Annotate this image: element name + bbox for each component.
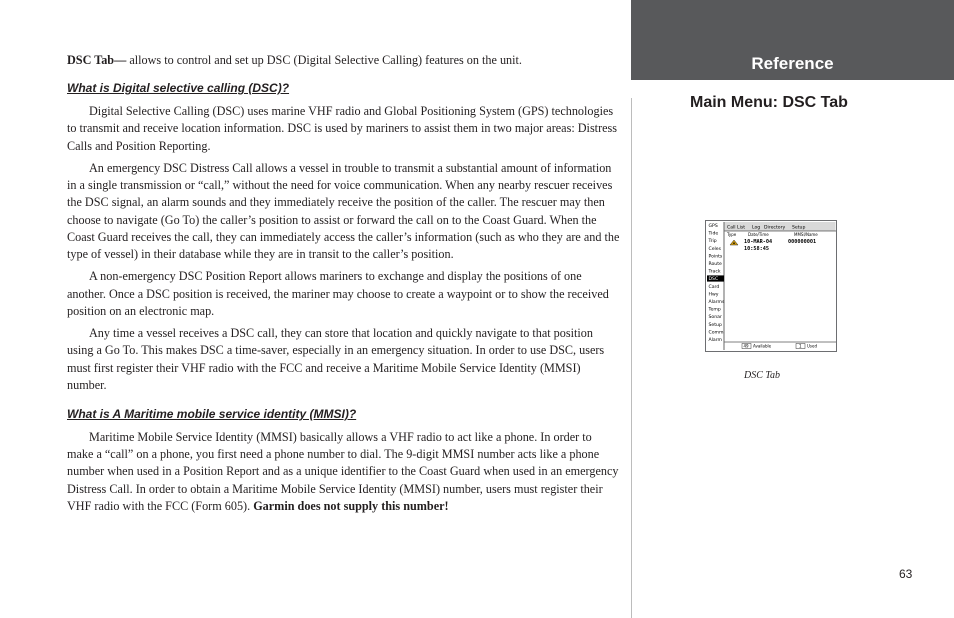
dsc-tab-intro: [67, 52, 620, 69]
main-text-column: [67, 52, 620, 520]
screen-tab[interactable]: Directory: [764, 225, 786, 231]
column-divider: [631, 98, 632, 618]
device-screen: [706, 221, 836, 351]
screen-menu-item[interactable]: Temp: [708, 307, 721, 313]
screen-menu-item[interactable]: Celes: [708, 246, 722, 252]
screen-menu-item[interactable]: Comm: [708, 330, 724, 336]
screen-menu-item[interactable]: Points: [708, 254, 723, 260]
call-entry-row: [730, 239, 816, 252]
paragraph-mmsi: [67, 429, 620, 515]
screen-tab[interactable]: Call List: [727, 225, 746, 231]
screen-tab[interactable]: Setup: [792, 225, 806, 231]
used-label: Used: [807, 343, 818, 349]
available-count: 49: [743, 343, 749, 349]
screen-menu-item[interactable]: Track: [708, 269, 721, 275]
screen-menu-item[interactable]: Card: [708, 284, 720, 290]
dsc-tab-term: DSC Tab—: [67, 53, 127, 67]
section-title: Main Menu: DSC Tab: [690, 94, 848, 111]
heading-dsc: What is Digital selective calling (DSC)?: [67, 81, 290, 96]
screen-column-header: Type: [727, 232, 737, 237]
screen-column-header: MMSI/Name: [794, 232, 818, 237]
screenshot-caption: DSC Tab: [744, 370, 781, 381]
paragraph-go-to: Any time a vessel receives a DSC call, they can store that location and quickly navigate to that position using a Go To. This makes DSC a time-saver, especially in an emergency situation. In order to use DSC, users must first register their VHF radio with the FCC and receive a Maritime Mobile Service Identity (MMSI) number.: [67, 326, 605, 392]
heading-mmsi: What is A Maritime mobile service identity (MMSI)?: [67, 407, 357, 422]
screen-menu-item[interactable]: Trip: [708, 239, 717, 245]
paragraph-dsc-definition: Digital Selective Calling (DSC) uses marine VHF radio and Global Positioning System (GPS) technologies to transmit and receive location information. DSC is used by mariners to assist them in two major areas: Distress Calls and Position Reporting.: [67, 104, 618, 153]
screen-menu-item[interactable]: Alarm: [708, 338, 723, 343]
dsc-tab-screenshot: [705, 220, 837, 352]
screen-tab[interactable]: Log: [752, 225, 761, 231]
screen-menu-item[interactable]: Hwy: [708, 292, 719, 298]
garmin-warning: Garmin does not supply this number!: [253, 498, 449, 513]
screen-menu-item[interactable]: Sonar: [708, 315, 722, 321]
screen-menu-item[interactable]: Setup: [708, 322, 722, 328]
paragraph-position-report: A non-emergency DSC Position Report allows mariners to exchange and display the positions of one another. Once a DSC position is received, the mariner may choose to create a waypoint or to show the received position on an electronic map.: [67, 269, 609, 318]
mmsi-description: Maritime Mobile Service Identity (MMSI) basically allows a VHF radio to act like a phone. In order to make a “call” on a phone, you first need a phone number to dial. The 9-digit MMSI number acts like a phone number when used in a Position Report and as a unique identifier to the Coast Guard when used in an emergency Distress Call. In order to obtain a Maritime Mobile Service Identity (MMSI) number, users must register their VHF radio with the FCC (Form 605).: [67, 430, 619, 513]
dsc-tab-description: allows to control and set up DSC (Digital Selective Calling) features on the unit.: [126, 53, 522, 67]
screen-menu-item[interactable]: Alarms: [708, 300, 725, 305]
screen-menu-item[interactable]: DSC: [708, 277, 719, 283]
reference-label: Reference: [751, 54, 834, 73]
screen-column-header: Date/Time: [748, 232, 769, 237]
entry-date: 10-MAR-04: [744, 239, 773, 245]
screen-menu-item[interactable]: Tide: [708, 231, 719, 237]
screen-menu-item[interactable]: Route: [708, 262, 722, 267]
screen-menu-item[interactable]: GPS: [708, 224, 718, 229]
distress-icon: [730, 240, 738, 245]
page-number: 63: [899, 567, 913, 581]
reference-header-bar: [631, 0, 954, 80]
paragraph-distress-call: An emergency DSC Distress Call allows a vessel in trouble to transmit a substantial amount of information in a single transmission or “call,” without the need for voice communication. When any nearby rescuer receives the DSC signal, an alarm sounds and they immediately receive the position of the caller. The rescuer may then choose to navigate (Go To) the caller’s position to assist or forward the call on to the Coast Guard. When the Coast Guard receives the call, they can immediately access the caller’s information (such as who they are and the type of vessel) in their database while they are in transit to the caller’s position.: [67, 161, 620, 262]
entry-mmsi: 000000001: [788, 239, 817, 245]
used-count: 1: [799, 343, 802, 349]
entry-time: 10:58:45: [744, 246, 769, 252]
available-label: Available: [753, 343, 772, 349]
